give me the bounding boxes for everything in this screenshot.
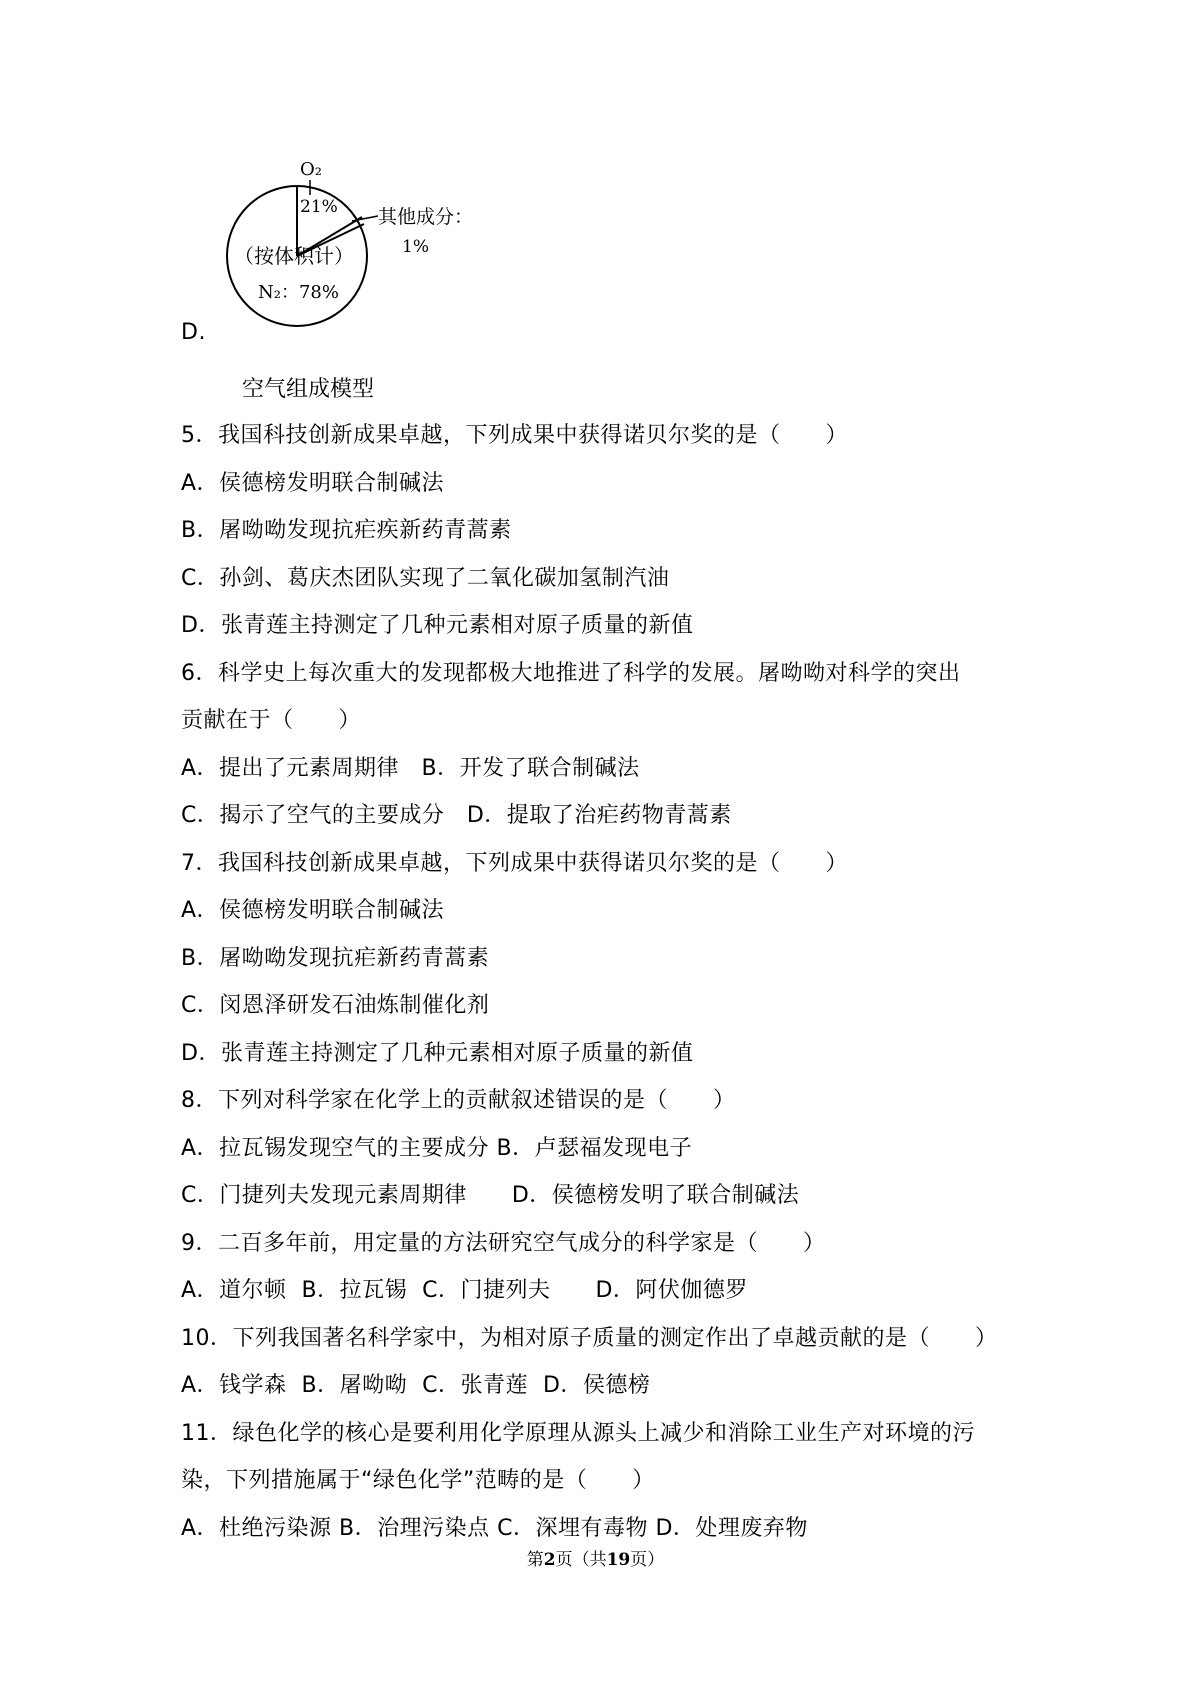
question-line: D．张青莲主持测定了几种元素相对原子质量的新值 — [181, 1040, 694, 1066]
question-line: 染，下列措施属于“绿色化学”范畴的是（ ） — [181, 1468, 655, 1493]
question-line: 贡献在于（ ） — [181, 708, 362, 733]
footer-prefix: 第 — [526, 1550, 544, 1570]
footer-suffix: 页） — [630, 1550, 665, 1570]
question-line: A．拉瓦锡发现空气的主要成分 B．卢瑟福发现电子 — [181, 1135, 693, 1161]
question-line: A．侯德榜发明联合制碱法 — [181, 470, 445, 496]
question-line: B．屠呦呦发现抗疟新药青蒿素 — [181, 945, 490, 971]
question-line: 6．科学史上每次重大的发现都极大地推进了科学的发展。屠呦呦对科学的突出 — [181, 660, 961, 686]
question-line: A．杜绝污染源 B．治理污染点 C．深埋有毒物 D．处理废弃物 — [181, 1515, 808, 1541]
question-line: 9．二百多年前，用定量的方法研究空气成分的科学家是（ ） — [181, 1230, 826, 1256]
question-line: C．闵恩泽研发石油炼制催化剂 — [181, 993, 490, 1018]
question-line: A．侯德榜发明联合制碱法 — [181, 898, 445, 923]
question-line: A．提出了元素周期律 B．开发了联合制碱法 — [181, 755, 640, 781]
question-line: 7．我国科技创新成果卓越，下列成果中获得诺贝尔奖的是（ ） — [181, 850, 848, 876]
question-line: 10．下列我国著名科学家中，为相对原子质量的测定作出了卓越贡献的是（ ） — [181, 1325, 998, 1351]
footer-page-number: 2 — [543, 1550, 556, 1570]
o2-percent: 21% — [300, 197, 338, 217]
question-line: A．道尔顿 B．拉瓦锡 C．门捷列夫 D．阿伏伽德罗 — [181, 1278, 748, 1303]
footer-total-pages: 19 — [606, 1550, 631, 1570]
other-label: 其他成分： — [378, 206, 474, 228]
center-label: （按体积计） — [234, 244, 354, 268]
question-line: B．屠呦呦发现抗疟疾新药青蒿素 — [181, 518, 512, 543]
air-composition-diagram — [220, 160, 480, 335]
n2-label: N₂：78% — [258, 282, 339, 303]
o2-label: O₂ — [300, 160, 322, 180]
question-line: C．门捷列夫发现元素周期律 D．侯德榜发明了联合制碱法 — [181, 1183, 800, 1208]
page-footer — [0, 1545, 1191, 1570]
other-percent: 1% — [402, 237, 429, 257]
question-line: C．孙剑、葛庆杰团队实现了二氧化碳加氢制汽油 — [181, 565, 670, 591]
question-line: C．揭示了空气的主要成分 D．提取了治疟药物青蒿素 — [181, 803, 732, 828]
question-line: 5．我国科技创新成果卓越，下列成果中获得诺贝尔奖的是（ ） — [181, 423, 848, 448]
footer-middle: 页（共 — [555, 1550, 607, 1570]
diagram-caption: 空气组成模型 — [242, 377, 375, 402]
option-d-label: D. — [181, 320, 206, 345]
question-line: A．钱学森 B．屠呦呦 C．张青莲 D．侯德榜 — [181, 1373, 651, 1398]
question-line: 11．绿色化学的核心是要利用化学原理从源头上减少和消除工业生产对环境的污 — [181, 1420, 975, 1446]
question-line: D．张青莲主持测定了几种元素相对原子质量的新值 — [181, 613, 694, 638]
question-line: 8．下列对科学家在化学上的贡献叙述错误的是（ ） — [181, 1088, 736, 1113]
